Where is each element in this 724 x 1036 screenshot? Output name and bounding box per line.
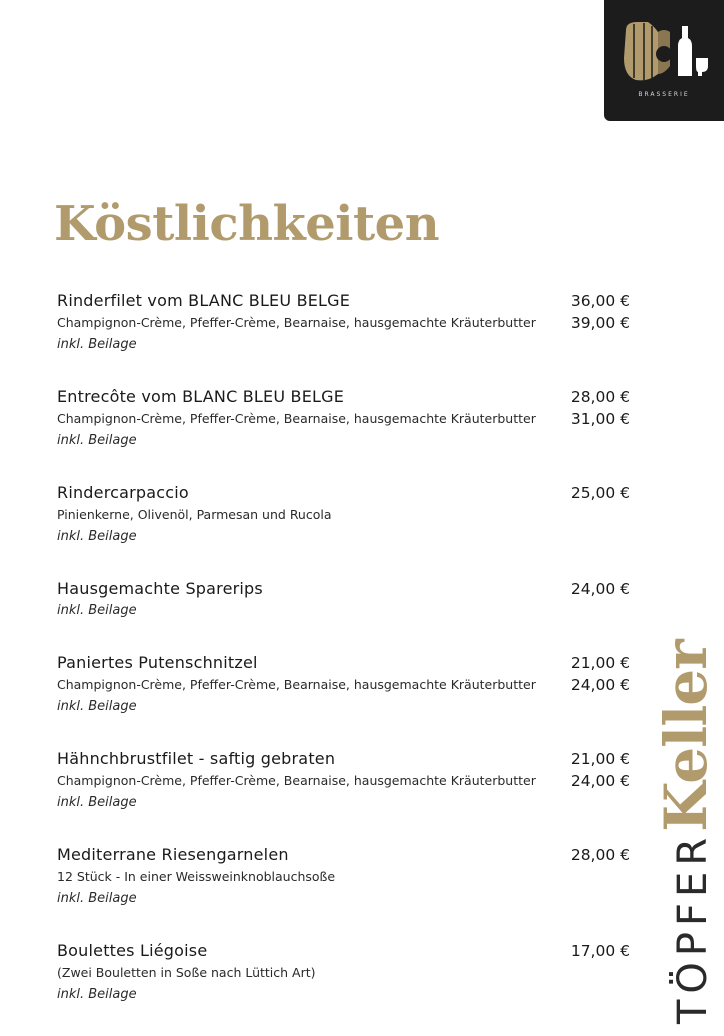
dish-name: Rindercarpaccio xyxy=(57,483,189,502)
dish-price: 21,00 € xyxy=(570,654,630,672)
dish-name: Hähnchbrustfilet - saftig gebraten xyxy=(57,749,336,768)
price-column xyxy=(571,652,630,696)
menu-item xyxy=(57,940,632,1006)
dish-price: 28,00 € xyxy=(570,388,630,406)
dish-price: 24,00 € xyxy=(570,580,630,598)
dish-price: 17,00 € xyxy=(570,942,630,960)
page-title: Köstlichkeiten xyxy=(54,196,440,252)
dish-name: Entrecôte vom BLANC BLEU BELGE xyxy=(57,387,345,406)
menu-item xyxy=(57,482,632,548)
dish-note: inkl. Beilage xyxy=(57,987,137,1002)
dish-description: 12 Stück - In einer Weissweinknoblauchsoße xyxy=(57,869,336,884)
dish-price: 24,00 € xyxy=(570,676,630,694)
price-column xyxy=(571,290,630,334)
dish-note: inkl. Beilage xyxy=(57,603,137,618)
price-column xyxy=(571,482,630,504)
logo-label: BRASSERIE xyxy=(638,91,690,98)
dish-price: 28,00 € xyxy=(570,846,630,864)
brasserie-logo xyxy=(604,0,724,121)
dish-note: inkl. Beilage xyxy=(57,699,137,714)
price-column xyxy=(571,844,630,866)
pot-and-bottle-icon xyxy=(618,18,710,86)
dish-description: Champignon-Crème, Pfeffer-Crème, Bearnaise, hausgemachte Kräuterbutter xyxy=(57,411,536,426)
dish-price: 21,00 € xyxy=(570,750,630,768)
dish-name: Paniertes Putenschnitzel xyxy=(57,653,258,672)
dish-note: inkl. Beilage xyxy=(57,795,137,810)
price-column xyxy=(571,940,630,962)
menu-item xyxy=(57,578,632,622)
brand-wordmark-part1: TÖPFER xyxy=(670,831,716,1024)
dish-price: 24,00 € xyxy=(570,772,630,790)
brand-wordmark xyxy=(646,640,724,1024)
menu-item xyxy=(57,386,632,452)
menu-item xyxy=(57,748,632,814)
brand-wordmark-part2: Keller xyxy=(652,640,720,832)
dish-price: 36,00 € xyxy=(570,292,630,310)
menu-list xyxy=(57,290,632,1036)
menu-item xyxy=(57,290,632,356)
price-column xyxy=(571,578,630,600)
dish-name: Mediterrane Riesengarnelen xyxy=(57,845,289,864)
dish-description: Champignon-Crème, Pfeffer-Crème, Bearnaise, hausgemachte Kräuterbutter xyxy=(57,315,536,330)
menu-item xyxy=(57,844,632,910)
dish-price: 25,00 € xyxy=(570,484,630,502)
dish-note: inkl. Beilage xyxy=(57,529,137,544)
menu-item xyxy=(57,652,632,718)
price-column xyxy=(571,748,630,792)
dish-price: 31,00 € xyxy=(570,410,630,428)
dish-name: Rinderfilet vom BLANC BLEU BELGE xyxy=(57,291,351,310)
dish-note: inkl. Beilage xyxy=(57,337,137,352)
dish-note: inkl. Beilage xyxy=(57,891,137,906)
dish-description: Champignon-Crème, Pfeffer-Crème, Bearnaise, hausgemachte Kräuterbutter xyxy=(57,773,536,788)
dish-description: Champignon-Crème, Pfeffer-Crème, Bearnaise, hausgemachte Kräuterbutter xyxy=(57,677,536,692)
price-column xyxy=(571,386,630,430)
dish-description: Pinienkerne, Olivenöl, Parmesan und Rucola xyxy=(57,507,332,522)
dish-note: inkl. Beilage xyxy=(57,433,137,448)
dish-description: (Zwei Bouletten in Soße nach Lüttich Art) xyxy=(57,965,316,980)
dish-name: Hausgemachte Sparerips xyxy=(57,579,263,598)
dish-name: Boulettes Liégoise xyxy=(57,941,208,960)
dish-price: 39,00 € xyxy=(570,314,630,332)
